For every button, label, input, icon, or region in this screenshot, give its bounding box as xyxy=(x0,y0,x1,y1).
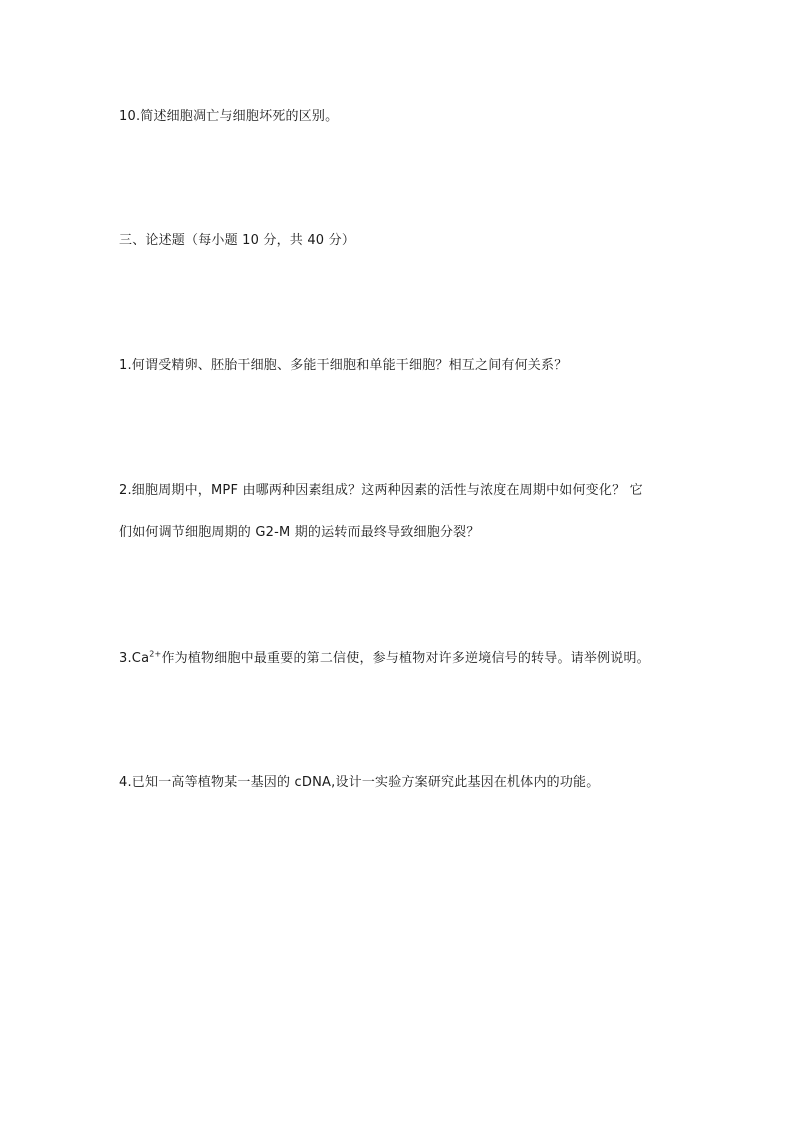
essay-question-2-line-1: 2.细胞周期中，MPF 由哪两种因素组成？这两种因素的活性与浓度在周期中如何变化？ 它 xyxy=(119,483,643,498)
essay-question-3-prefix: 3.Ca xyxy=(119,651,150,666)
section-3-heading: 三、论述题（每小题 10 分，共 40 分） xyxy=(119,233,356,248)
essay-question-3 xyxy=(119,650,650,668)
calcium-charge-superscript: 2+ xyxy=(149,649,162,659)
essay-question-1: 1.何谓受精卵、胚胎干细胞、多能干细胞和单能干细胞？相互之间有何关系？ xyxy=(119,358,568,373)
essay-question-2-line-2: 们如何调节细胞周期的 G2-M 期的运转而最终导致细胞分裂？ xyxy=(119,525,480,540)
question-10: 10.简述细胞凋亡与细胞坏死的区别。 xyxy=(119,109,339,124)
essay-question-3-text: 作为植物细胞中最重要的第二信使，参与植物对许多逆境信号的转导。请举例说明。 xyxy=(161,651,650,666)
essay-question-4: 4.已知一高等植物某一基因的 cDNA,设计一实验方案研究此基因在机体内的功能。 xyxy=(119,775,600,790)
